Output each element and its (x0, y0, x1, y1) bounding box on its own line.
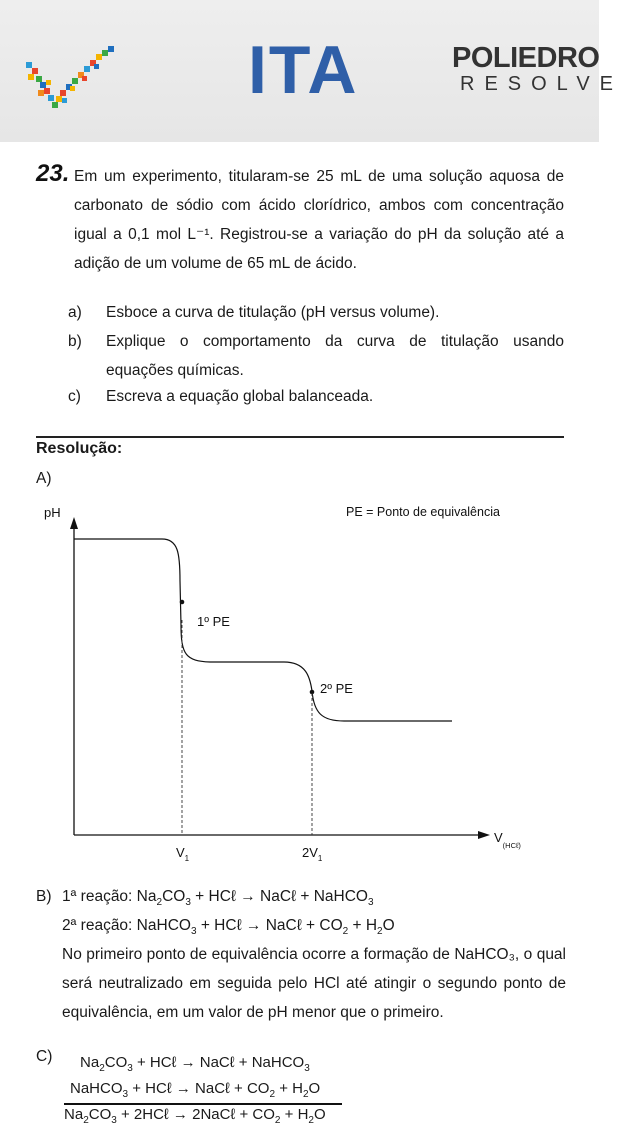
reaction-1: 1ª reação: $Na_2CO_3$ + HCℓ → NaCℓ + NaHCO$_3$ (62, 888, 374, 909)
brand-main-text: POLIEDRO (452, 42, 600, 74)
reaction-2: 2ª reação: NaHCO$_3$ + HCℓ → NaCℓ + $CO_2 + H_2O$ (62, 917, 395, 938)
equivalence-point-1 (180, 600, 185, 605)
page-header (0, 0, 623, 142)
legend-note: PE = Ponto de equivalência (346, 505, 500, 519)
item-text: Explique o comportamento da curva de titulação usando equações químicas. (106, 333, 564, 379)
reaction-1-label: 1ª reação: (62, 888, 133, 905)
x-tick-v1: $V_1$ (176, 845, 190, 863)
item-label: c) (68, 388, 81, 405)
part-b-explanation: No primeiro ponto de equivalência ocorre a formação de NaHCO₃, o qual será neutralizado em seguida pelo HCl até atingir o segundo ponto de equivalência, em um valor de pH menor que o primeiro. (62, 946, 566, 1021)
y-axis-arrow (70, 517, 78, 529)
titration-curve (74, 539, 452, 721)
brand-logo (452, 42, 623, 95)
brand-sub-text: RESOLVE (460, 73, 623, 95)
item-text: Esboce a curva de titulação (pH versus volume). (106, 304, 440, 321)
equation-2: NaHCO$_3$ + HCℓ → NaCℓ + $CO_2 + H_2O$ (70, 1080, 321, 1100)
item-label: a) (68, 304, 82, 321)
part-a-label: A) (36, 470, 52, 487)
x-tick-2v1: $2V_1$ (302, 845, 323, 863)
part-c-label: C) (36, 1048, 53, 1065)
annotation-2nd-pe: 2º PE (320, 681, 353, 696)
question-text: Em um experimento, titularam-se 25 mL de uma solução aquosa de carbonato de sódio com ácido clorídrico, ambos com concentração igual a 0,1 mol L⁻¹. Registrou-se a variação do pH da solução até a adição de um volume de 65 mL de ácido. (74, 168, 564, 272)
equation-sum-line (64, 1103, 342, 1105)
annotation-1st-pe: 1º PE (197, 614, 230, 629)
x-axis-label: $V_{(HC\ell)}$ (494, 830, 521, 850)
equation-1: $Na_2CO_3$ + HCℓ → NaCℓ + NaHCO$_3$ (80, 1054, 310, 1074)
titration-curve-chart (0, 495, 599, 870)
equation-global: $Na_2CO_3$ + 2HCℓ → 2NaCℓ + $CO_2 + H_2O$ (64, 1106, 326, 1126)
item-label: b) (68, 333, 82, 350)
colorful-checkmark-logo (22, 40, 122, 115)
reaction-2-label: 2ª reação: (62, 917, 133, 934)
part-b-label: B) (36, 888, 52, 905)
x-axis-arrow (478, 831, 490, 839)
question-number: 23. (36, 160, 70, 187)
item-text: Escreva a equação global balanceada. (106, 388, 374, 405)
y-axis-label: pH (44, 505, 61, 520)
resolution-title: Resolução: (36, 440, 123, 457)
exam-title: ITA (248, 32, 359, 108)
section-divider (36, 436, 564, 438)
